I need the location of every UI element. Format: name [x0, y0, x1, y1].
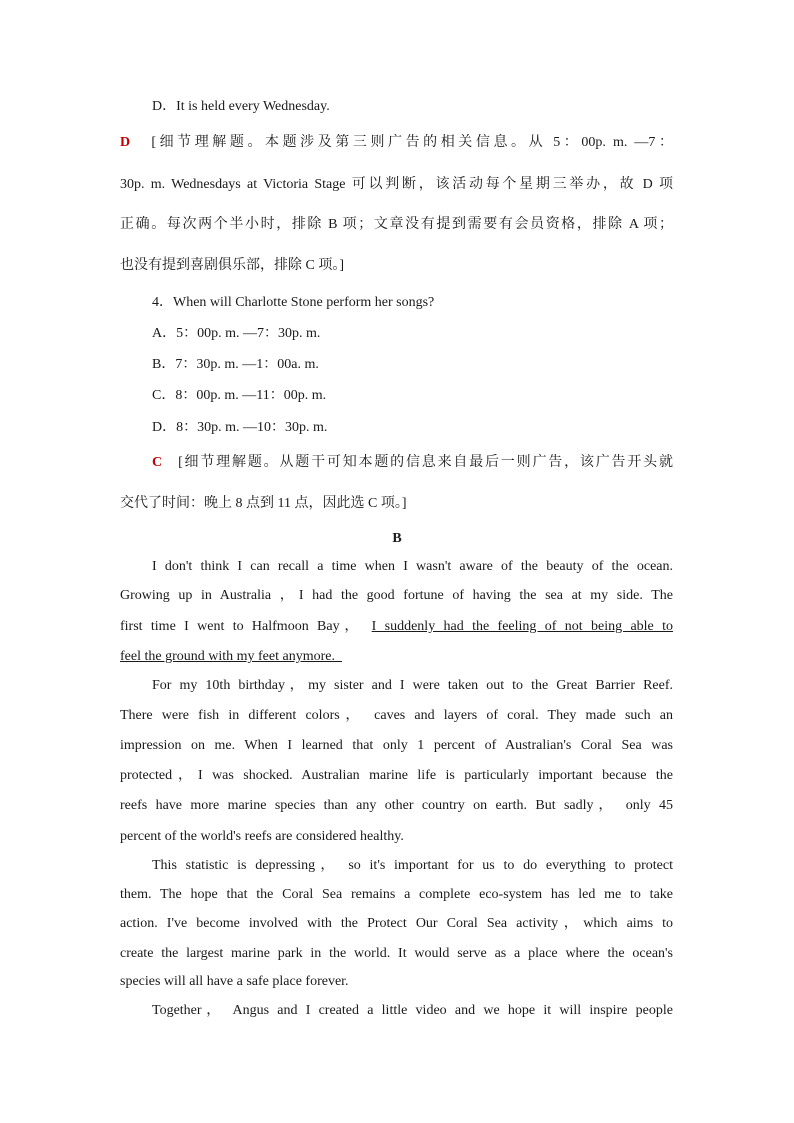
q4-option-c: C．8：00p. m. —11：00p. m.	[152, 388, 327, 403]
passage-p3-line-5: species will all have a safe place forever.	[120, 974, 349, 989]
passage-p2-line-5: reefs have more marine species than any other country on earth. But sadly， only 45	[120, 798, 673, 813]
q4-question: 4．When will Charlotte Stone perform her songs?	[152, 295, 435, 310]
passage-p4-line-1: Together， Angus and I created a little video and we hope it will inspire people	[152, 1003, 673, 1018]
q3-option-d: D．It is held every Wednesday.	[152, 99, 330, 114]
q4-explanation-line-1	[152, 453, 673, 473]
passage-p2-line-1: For my 10th birthday，my sister and I were taken out to the Great Barrier Reef.	[152, 678, 673, 693]
passage-p2-line-4: protected，I was shocked. Australian marine life is particularly important because the	[120, 768, 673, 783]
q4-option-b: B．7：30p. m. —1：00a. m.	[152, 357, 319, 372]
passage-heading: B	[392, 531, 402, 546]
underlined-sentence-part-2: feel the ground with my feet anymore.	[120, 649, 335, 664]
passage-p2-line-3: impression on me. When I learned that only 1 percent of Australian's Coral Sea was	[120, 738, 673, 753]
q3-explanation-line-1	[120, 133, 673, 153]
passage-p1-line-4	[120, 647, 342, 667]
q3-explanation-line-4: 也没有提到喜剧俱乐部，排除 C 项。]	[120, 258, 344, 273]
q3-explanation-text-1: [细节理解题。本题涉及第三则广告的相关信息。从 5：00p. m. —7：	[151, 135, 673, 150]
underlined-sentence-part-1: I suddenly had the feeling of not being able to	[371, 619, 673, 634]
q4-answer-letter: C	[152, 455, 163, 470]
passage-p2-line-6: percent of the world's reefs are considered healthy.	[120, 829, 404, 844]
q3-explanation-line-3: 正确。每次两个半小时，排除 B 项；文章没有提到需要有会员资格，排除 A 项；	[120, 217, 673, 232]
passage-p1-line-2: Growing up in Australia ，I had the good fortune of having the sea at my side. The	[120, 588, 673, 603]
q3-explanation-line-2: 30p. m. Wednesdays at Victoria Stage 可以判断，该活动每个星期三举办，故 D 项	[120, 177, 673, 192]
q3-answer-letter: D	[120, 135, 131, 150]
passage-p3-line-4: create the largest marine park in the world. It would serve as a place where the ocean's	[120, 946, 673, 961]
passage-p3-line-1: This statistic is depressing， so it's important for us to do everything to protect	[152, 858, 673, 873]
passage-p1-line-3	[120, 617, 673, 637]
passage-p2-line-2: There were fish in different colors， caves and layers of coral. They made such an	[120, 708, 673, 723]
passage-p1-line-3-text: first time I went to Halfmoon Bay，	[120, 619, 364, 634]
passage-p1-line-1: I don't think I can recall a time when I wasn't aware of the beauty of the ocean.	[152, 559, 673, 574]
q4-explanation-line-2: 交代了时间：晚上 8 点到 11 点，因此选 C 项。]	[120, 496, 407, 511]
passage-p3-line-3: action. I've become involved with the Protect Our Coral Sea activity，which aims to	[120, 916, 673, 931]
passage-p3-line-2: them. The hope that the Coral Sea remains a complete eco-system has led me to take	[120, 887, 673, 902]
q4-option-a: A．5：00p. m. —7：30p. m.	[152, 326, 321, 341]
q4-explanation-text-1: [细节理解题。从题干可知本题的信息来自最后一则广告，该广告开头就	[178, 455, 673, 470]
q4-option-d: D．8：30p. m. —10：30p. m.	[152, 420, 328, 435]
